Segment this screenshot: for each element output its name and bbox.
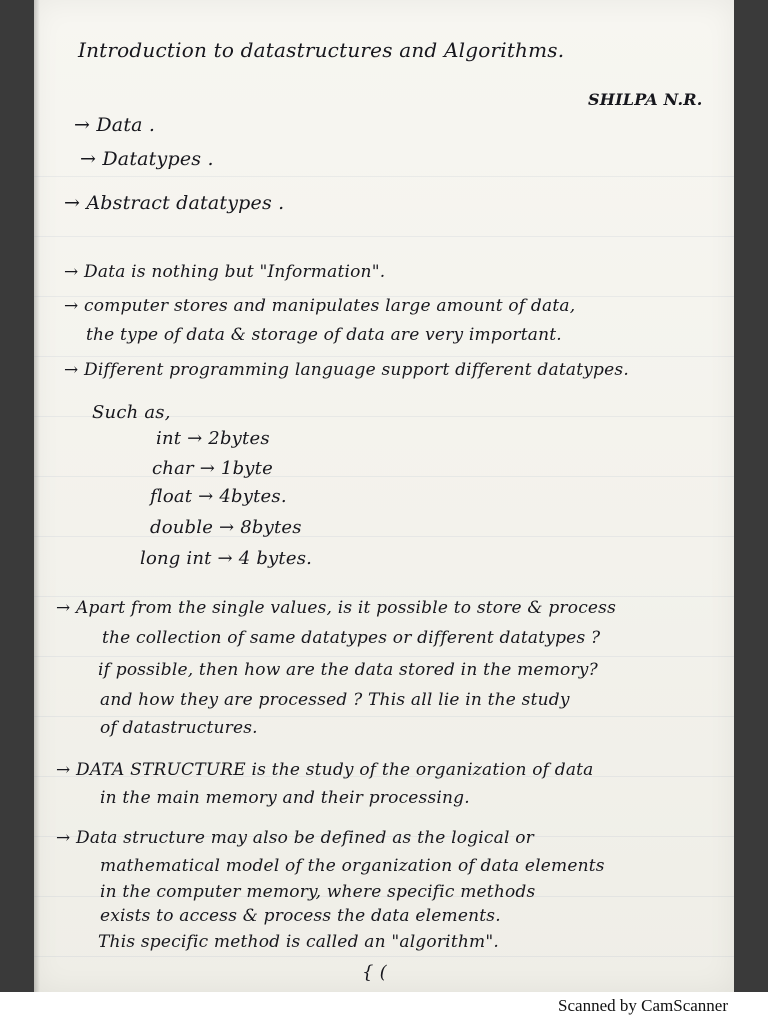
page-binding-shadow xyxy=(34,0,40,992)
scanner-watermark: Scanned by CamScanner xyxy=(558,996,728,1015)
datatype-item: long int → 4 bytes. xyxy=(140,548,313,569)
rule-line xyxy=(34,956,734,957)
paragraph-line: the collection of same datatypes or different datatypes ? xyxy=(102,628,601,648)
paragraph-line: exists to access & process the data elements. xyxy=(100,906,501,926)
note-line: → computer stores and manipulates large amount of data, xyxy=(64,296,576,316)
note-line: the type of data & storage of data are very important. xyxy=(86,325,562,345)
author-name: SHILPA N.R. xyxy=(588,90,703,109)
topic-item: → Data . xyxy=(74,114,156,136)
datatype-item: char → 1byte xyxy=(152,458,273,479)
paragraph-line: of datastructures. xyxy=(100,718,258,738)
datatype-item: float → 4bytes. xyxy=(150,486,287,507)
topic-item: → Datatypes . xyxy=(80,148,214,170)
datatype-item: double → 8bytes xyxy=(150,517,302,538)
datatype-item: int → 2bytes xyxy=(156,428,270,449)
paragraph-line: → DATA STRUCTURE is the study of the organization of data xyxy=(56,760,594,780)
rule-line xyxy=(34,716,734,717)
paragraph-line: → Apart from the single values, is it possible to store & process xyxy=(56,598,617,618)
end-mark: { ( xyxy=(362,962,387,983)
note-line: → Different programming language support different datatypes. xyxy=(64,360,629,380)
rule-line xyxy=(34,356,734,357)
rule-line xyxy=(34,176,734,177)
rule-line xyxy=(34,236,734,237)
paragraph-line: This specific method is called an "algorithm". xyxy=(98,932,499,952)
such-as-label: Such as, xyxy=(92,402,171,423)
paragraph-line: in the main memory and their processing. xyxy=(100,788,470,808)
rule-line xyxy=(34,536,734,537)
rule-line xyxy=(34,476,734,477)
note-line: → Data is nothing but "Information". xyxy=(64,262,386,282)
paragraph-line: → Data structure may also be defined as the logical or xyxy=(56,828,534,848)
rule-line xyxy=(34,656,734,657)
page-title: Introduction to datastructures and Algorithms. xyxy=(78,38,565,62)
topic-item: → Abstract datatypes . xyxy=(64,192,285,214)
rule-line xyxy=(34,596,734,597)
paragraph-line: if possible, then how are the data stored in the memory? xyxy=(98,660,598,680)
paragraph-line: mathematical model of the organization of data elements xyxy=(100,856,605,876)
paragraph-line: and how they are processed ? This all lie in the study xyxy=(100,690,570,710)
paragraph-line: in the computer memory, where specific methods xyxy=(100,882,536,902)
